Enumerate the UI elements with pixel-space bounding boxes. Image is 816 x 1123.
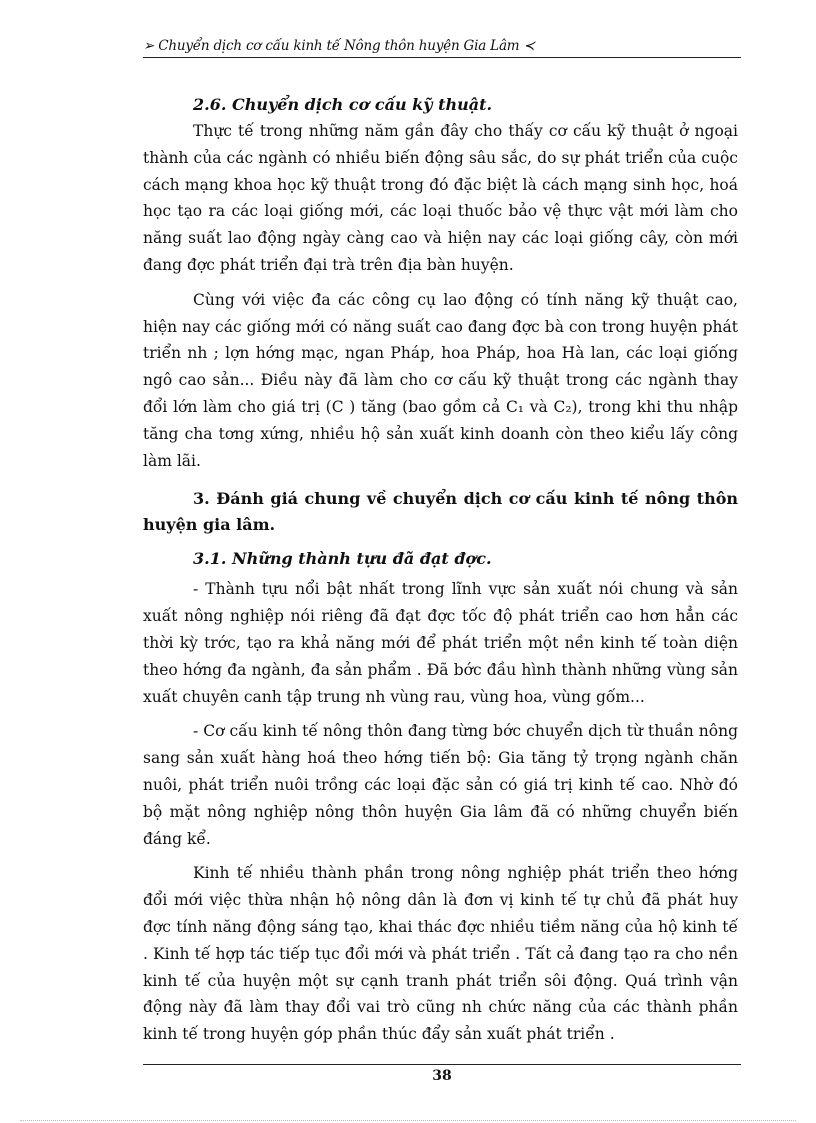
section-2-6-heading: 2.6. Chuyển dịch cơ cấu kỹ thuật.	[193, 95, 493, 114]
section-3-heading: 3. Đánh giá chung về chuyển dịch cơ cấu kinh tế nông thôn huyện gia lâm.	[143, 489, 738, 535]
running-header	[143, 38, 741, 58]
header-title: ➢ Chuyển dịch cơ cấu kinh tế Nông thôn huyện Gia Lâm ≺	[143, 38, 535, 54]
page-number: 38	[432, 1068, 452, 1084]
header-divider	[143, 57, 741, 58]
page-body	[143, 92, 738, 1048]
footer-divider	[143, 1064, 741, 1065]
section-3-1-paragraph-3: Kinh tế nhiều thành phần trong nông nghiệp phát triển theo hớng đổi mới việc thừa nhận hộ nông dân là đơn vị kinh tế tự chủ đã phát huy đợc tính năng động sáng tạo, khai thác đợc nhiều tiềm năng của hộ kinh tế . Kinh tế hợp tác tiếp tục đổi mới và phát triển . Tất cả đang tạo ra cho nền kinh tế của huyện một sự cạnh tranh phát triển sôi động. Quá trình vận động này đã làm thay đổi vai trò cũng nh chức năng của các thành phần kinh tế trong huyện góp phần thúc đẩy sản xuất phát triển .	[143, 864, 738, 1044]
section-2-6-paragraph-2: Cùng với việc đa các công cụ lao động có tính năng kỹ thuật cao, hiện nay các giống mới có năng suất cao đang đợc bà con trong huyện phát triển nh ; lợn hớng mạc, ngan Pháp, hoa Pháp, hoa Hà lan, các loại giống ngô cao sản... Điều này đã làm cho cơ cấu kỹ thuật trong các ngành thay đổi lớn làm cho giá trị (C ) tăng (bao gồm cả C₁ và C₂), trong khi thu nhập tăng cha tơng xứng, nhiều hộ sản xuất kinh doanh còn theo kiểu lấy công làm lãi.	[143, 290, 738, 470]
page-edge-dotted-line	[20, 1120, 796, 1121]
section-2-6-paragraph-1: Thực tế trong những năm gần đây cho thấy cơ cấu kỹ thuật ở ngoại thành của các ngành có nhiều biến động sâu sắc, do sự phát triển của cuộc cách mạng khoa học kỹ thuật trong đó đặc biệt là cách mạng sinh học, hoá học tạo ra các loại giống mới, các loại thuốc bảo vệ thực vật mới làm cho năng suất lao động ngày càng cao và hiện nay các loại giống cây, còn mới đang đợc phát triển đại trà trên địa bàn huyện.	[143, 122, 738, 274]
section-3-1-paragraph-1: - Thành tựu nổi bật nhất trong lĩnh vực sản xuất nói chung và sản xuất nông nghiệp nói riêng đã đạt đợc tốc độ phát triển cao hơn hẳn các thời kỳ trớc, tạo ra khả năng mới để phát triển một nền kinh tế toàn diện theo hớng đa ngành, đa sản phẩm . Đã bớc đầu hình thành những vùng sản xuất chuyên canh tập trung nh vùng rau, vùng hoa, vùng gốm...	[143, 580, 738, 706]
section-3-1-heading: 3.1. Những thành tựu đã đạt đợc.	[193, 549, 492, 569]
section-3-1-paragraph-2: - Cơ cấu kinh tế nông thôn đang từng bớc chuyển dịch từ thuần nông sang sản xuất hàng hoá theo hớng tiến bộ: Gia tăng tỷ trọng ngành chăn nuôi, phát triển nuôi trồng các loại đặc sản có giá trị kinh tế cao. Nhờ đó bộ mặt nông nghiệp nông thôn huyện Gia lâm đã có những chuyển biến đáng kể.	[143, 722, 738, 848]
